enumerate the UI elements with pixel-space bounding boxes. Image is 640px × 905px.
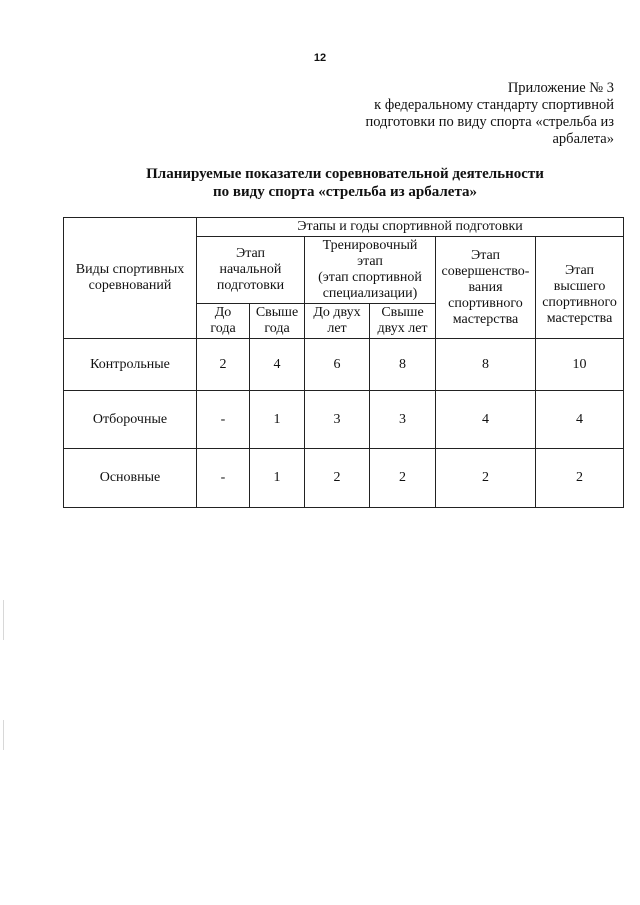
row-label: Контрольные <box>64 339 197 391</box>
year-training-over-label: Свыше двух лет <box>377 305 428 336</box>
table-row <box>64 339 624 391</box>
scan-margin-mark <box>3 600 4 640</box>
value-cell: 4 <box>536 391 624 449</box>
year-training-upto-cell <box>305 304 370 339</box>
table-row <box>64 391 624 449</box>
value-cell: 4 <box>436 391 536 449</box>
value-cell: 3 <box>370 391 436 449</box>
scan-margin-mark <box>3 720 4 750</box>
value-cell: 1 <box>250 449 305 508</box>
value-cell: 2 <box>436 449 536 508</box>
year-training-upto-label: До двух лет <box>313 305 361 336</box>
value-cell: - <box>197 449 250 508</box>
group-header-cell <box>197 218 624 237</box>
stage-training-cell <box>305 237 436 304</box>
appendix-line-4: арбалета» <box>552 131 614 147</box>
appendix-line-1: Приложение № 3 <box>507 80 614 96</box>
group-header-label: Этапы и годы спортивной подготовки <box>297 219 523 234</box>
year-initial-upto-cell <box>197 304 250 339</box>
year-initial-over-label: Свыше года <box>255 305 299 336</box>
year-training-over-cell <box>370 304 436 339</box>
stage-initial-cell <box>197 237 305 304</box>
value-cell: 2 <box>305 449 370 508</box>
stage-initial-label: Этап начальной подготовки <box>216 246 285 293</box>
row-label: Основные <box>64 449 197 508</box>
year-initial-over-cell <box>250 304 305 339</box>
competition-table <box>63 217 624 508</box>
value-cell: 4 <box>250 339 305 391</box>
value-cell: 1 <box>250 391 305 449</box>
value-cell: 6 <box>305 339 370 391</box>
value-cell: 10 <box>536 339 624 391</box>
value-cell: 2 <box>370 449 436 508</box>
row-header-label: Виды спортивных соревнований <box>75 262 185 293</box>
table-row <box>64 449 624 508</box>
row-header-cell <box>64 218 197 339</box>
stage-improvement-cell <box>436 237 536 339</box>
value-cell: 3 <box>305 391 370 449</box>
value-cell: 8 <box>370 339 436 391</box>
row-label: Отборочные <box>64 391 197 449</box>
document-title <box>0 165 640 201</box>
appendix-note <box>365 80 614 148</box>
stage-training-label: Тренировочный этап (этап спортивной специализации) <box>318 238 422 301</box>
value-cell: 2 <box>197 339 250 391</box>
appendix-line-3: подготовки по виду спорта «стрельба из <box>365 114 614 130</box>
value-cell: - <box>197 391 250 449</box>
value-cell: 8 <box>436 339 536 391</box>
title-line-1: Планируемые показатели соревновательной деятельности <box>146 166 544 182</box>
stage-improvement-label: Этап совершенство- вания спортивного мастерства <box>441 247 530 327</box>
page-number: 12 <box>313 52 327 64</box>
title-line-2: по виду спорта «стрельба из арбалета» <box>212 184 478 200</box>
year-initial-upto-label: До года <box>210 305 236 336</box>
value-cell: 2 <box>536 449 624 508</box>
appendix-line-2: к федеральному стандарту спортивной <box>374 97 614 113</box>
stage-highest-cell <box>536 237 624 339</box>
stage-highest-label: Этап высшего спортивного мастерства <box>542 262 617 326</box>
